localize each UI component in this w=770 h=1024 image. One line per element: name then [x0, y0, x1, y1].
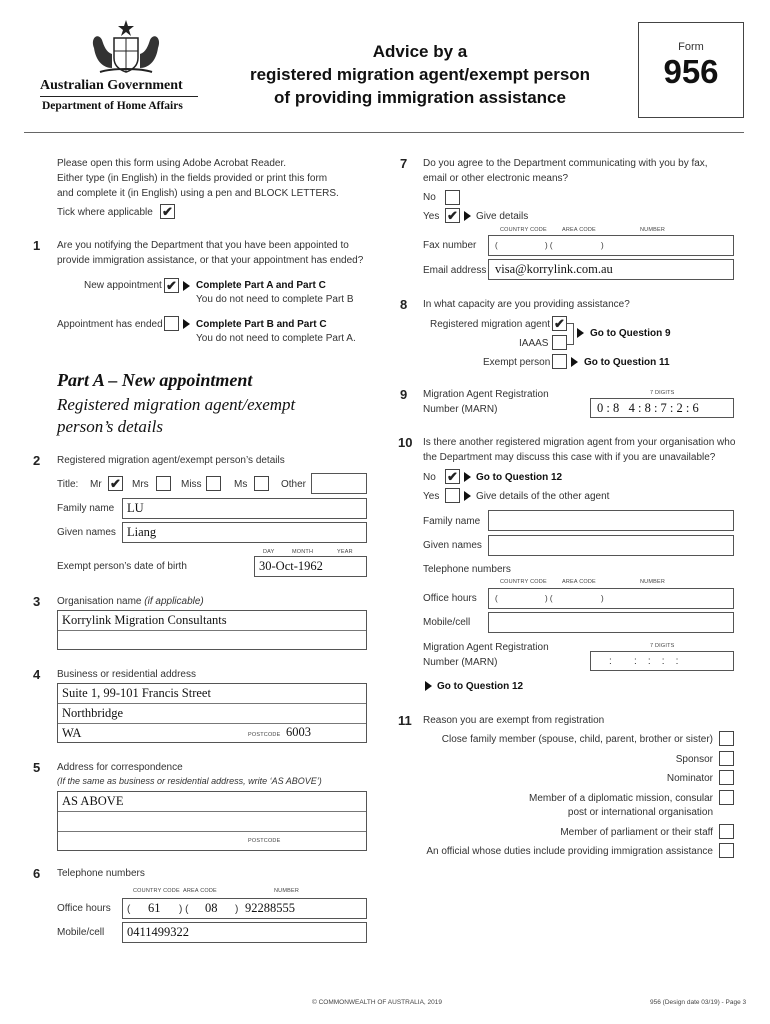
q10-text-2: the Department may discuss this case with if you are unavailable? [423, 452, 716, 463]
q11-number: 11 [398, 713, 412, 728]
iaaas-checkbox[interactable] [552, 335, 567, 350]
family-name-label: Family name [57, 503, 115, 514]
given-names-value: Liang [127, 525, 157, 539]
q10-yes-give: Give details of the other agent [476, 491, 610, 502]
exempt-reason-diplomatic-label-1: Member of a diplomatic mission, consular [529, 793, 713, 804]
organisation-divider [58, 630, 366, 631]
exempt-label: Exempt person [483, 357, 551, 368]
exempt-reason-nominator-checkbox[interactable] [719, 770, 734, 785]
exempt-reason-family-checkbox[interactable] [719, 731, 734, 746]
paren-close: ) [235, 904, 239, 915]
part-a-heading: Part A – New appointment [57, 370, 253, 390]
number-caption: NUMBER [274, 888, 300, 894]
q10-yes-checkbox[interactable] [445, 488, 460, 503]
intro-line-3: and complete it (in English) using a pen and BLOCK LETTERS. [57, 188, 339, 199]
intro-line-1: Please open this form using Adobe Acrobat Reader. [57, 158, 287, 169]
dob-value: 30-Oct-1962 [259, 559, 323, 573]
q9-text-1: Migration Agent Registration [423, 389, 549, 400]
goto-q9: Go to Question 9 [590, 328, 671, 339]
arrow-icon [183, 319, 190, 329]
new-appointment-action: Complete Part A and Part C [196, 280, 326, 291]
exempt-reason-family-label: Close family member (spouse, child, parent, brother or sister) [441, 734, 713, 745]
number-caption: NUMBER [640, 579, 666, 585]
title-ms-label: Ms [234, 479, 248, 490]
footer-copyright: © COMMONWEALTH OF AUSTRALIA, 2019 [312, 999, 442, 1006]
area-code-caption: AREA CODE [562, 227, 596, 233]
new-appointment-checkbox[interactable]: ✔ [164, 278, 179, 293]
q6-number: 6 [33, 866, 41, 881]
dob-year-caption: YEAR [337, 549, 353, 555]
office-hours-label: Office hours [57, 903, 111, 914]
other-family-label: Family name [423, 516, 481, 527]
paren-open: ( [127, 904, 131, 915]
organisation-value: Korrylink Migration Consultants [62, 613, 227, 627]
correspondence-line-1: AS ABOVE [62, 794, 124, 808]
other-given-label: Given names [423, 540, 482, 551]
mobile-input[interactable] [122, 922, 367, 943]
address-divider [58, 811, 366, 812]
country-code-caption: COUNTRY CODE [133, 888, 180, 894]
footer-page: 956 (Design date 03/19) - Page 3 [650, 999, 747, 1006]
title-line-2: registered migration agent/exempt person [249, 65, 591, 84]
other-given-input[interactable] [488, 535, 734, 556]
title-mr-checkbox[interactable]: ✔ [108, 476, 123, 491]
email-input[interactable] [488, 259, 734, 280]
other-tel-label: Telephone numbers [423, 564, 511, 575]
exempt-reason-official-checkbox[interactable] [719, 843, 734, 858]
email-value: visa@korrylink.com.au [495, 262, 613, 276]
q7-text-2: email or other electronic means? [423, 173, 569, 184]
title-miss-label: Miss [181, 479, 202, 490]
q10-number: 10 [398, 435, 413, 450]
q7-give-details: Give details [476, 211, 529, 222]
dob-input[interactable] [254, 556, 367, 577]
area-code-caption: AREA CODE [183, 888, 217, 894]
appointment-ended-note: You do not need to complete Part A. [196, 333, 356, 344]
paren-mid: ) ( [545, 594, 553, 603]
business-address-input[interactable] [57, 683, 367, 743]
goto-q11: Go to Question 11 [584, 357, 670, 368]
q7-yes-label: Yes [423, 211, 440, 222]
family-name-input[interactable] [122, 498, 367, 519]
other-mobile-label: Mobile/cell [423, 617, 471, 628]
other-office-label: Office hours [423, 593, 477, 604]
postcode-caption: POSTCODE [248, 732, 281, 738]
q2-number: 2 [33, 453, 41, 468]
exempt-checkbox[interactable] [552, 354, 567, 369]
other-marn-label-2: Number (MARN) [423, 657, 498, 668]
title-label: Title: [57, 479, 79, 490]
gov-rule [40, 96, 198, 97]
form-number-box [638, 22, 744, 118]
department-name: Department of Home Affairs [42, 100, 183, 112]
form-label: Form [678, 41, 704, 53]
title-miss-checkbox[interactable] [206, 476, 221, 491]
exempt-reason-nominator-label: Nominator [666, 773, 713, 784]
q2-text: Registered migration agent/exempt person’s details [57, 455, 285, 466]
q9-text-2: Number (MARN) [423, 404, 498, 415]
other-marn-label-1: Migration Agent Registration [423, 642, 549, 653]
exempt-reason-official-label: An official whose duties include providing immigration assistance [426, 846, 713, 857]
tick-example-checkbox: ✔ [160, 204, 175, 219]
postcode-caption: POSTCODE [248, 838, 281, 844]
q6-text: Telephone numbers [57, 868, 145, 879]
arrow-icon [464, 491, 471, 501]
area-code-caption: AREA CODE [562, 579, 596, 585]
marn-value: 0 : 8 4 : 8 : 7 : 2 : 6 [597, 401, 699, 415]
q10-goto-q12b: Go to Question 12 [437, 681, 524, 692]
paren-open: ( [495, 241, 498, 250]
q7-no-checkbox[interactable] [445, 190, 460, 205]
title-line-1: Advice by a [372, 42, 468, 61]
q11-text: Reason you are exempt from registration [423, 715, 605, 726]
exempt-reason-sponsor-checkbox[interactable] [719, 751, 734, 766]
q3-label-note: (if applicable) [144, 596, 204, 607]
given-names-label: Given names [57, 527, 116, 538]
exempt-reason-parliament-label: Member of parliament or their staff [560, 827, 713, 838]
given-names-input[interactable] [122, 522, 367, 543]
q9-number: 9 [400, 387, 408, 402]
q1-text-2: provide immigration assistance, or that your appointment has ended? [57, 255, 364, 266]
country-code-caption: COUNTRY CODE [500, 579, 547, 585]
other-marn-separators: : : : : : [609, 656, 679, 667]
postcode-value: 6003 [286, 725, 311, 739]
iaaas-label: IAAAS [519, 338, 549, 349]
appointment-ended-checkbox[interactable] [164, 316, 179, 331]
other-marn-digits: 7 DIGITS [650, 643, 675, 649]
q3-label: Organisation name [57, 596, 142, 607]
paren-mid: ) ( [179, 904, 189, 915]
address-divider [58, 703, 366, 704]
paren-close: ) [601, 241, 604, 250]
rma-checkbox[interactable]: ✔ [552, 316, 567, 331]
marn-input[interactable] [590, 398, 734, 418]
office-area-code: 08 [205, 901, 218, 915]
exempt-reason-diplomatic-label-2: post or international organisation [567, 807, 713, 818]
other-mobile-input[interactable] [488, 612, 734, 633]
email-label: Email address [423, 265, 487, 276]
q4-number: 4 [33, 667, 41, 682]
q7-yes-checkbox[interactable]: ✔ [445, 208, 460, 223]
part-a-sub-2: person’s details [57, 417, 163, 436]
arrow-icon [464, 211, 471, 221]
arrow-icon [577, 328, 584, 338]
fax-label: Fax number [423, 240, 477, 251]
address-divider [58, 831, 366, 832]
q10-goto-q12: Go to Question 12 [476, 472, 563, 483]
bracket-icon [567, 323, 574, 345]
mobile-label: Mobile/cell [57, 927, 105, 938]
q10-text-1: Is there another registered migration agent from your organisation who [423, 437, 736, 448]
q3-number: 3 [33, 594, 41, 609]
title-other-input[interactable] [311, 473, 367, 494]
address-line-1: Suite 1, 99-101 Francis Street [62, 686, 211, 700]
arrow-icon [425, 681, 432, 691]
arrow-icon [183, 281, 190, 291]
office-number: 92288555 [245, 901, 295, 915]
title-line-3: of providing immigration assistance [274, 88, 566, 107]
number-caption: NUMBER [640, 227, 666, 233]
office-phone-input[interactable] [122, 898, 367, 919]
q5-number: 5 [33, 760, 41, 775]
country-code-caption: COUNTRY CODE [500, 227, 547, 233]
other-family-input[interactable] [488, 510, 734, 531]
title-other-label: Other [281, 479, 307, 490]
form-title [200, 40, 640, 109]
paren-mid: ) ( [545, 241, 553, 250]
q1-number: 1 [33, 238, 41, 253]
paren-open: ( [495, 594, 498, 603]
organisation-input[interactable] [57, 610, 367, 650]
appointment-ended-label: Appointment has ended [57, 319, 163, 330]
title-ms-checkbox[interactable] [254, 476, 269, 491]
title-mrs-label: Mrs [132, 479, 149, 490]
q10-no-label: No [423, 472, 436, 483]
paren-close: ) [601, 594, 604, 603]
arrow-icon [464, 472, 471, 482]
q5-text: Address for correspondence [57, 762, 183, 773]
exempt-reason-sponsor-label: Sponsor [675, 754, 713, 765]
form-number: 956 [663, 53, 719, 90]
new-appointment-note: You do not need to complete Part B [196, 294, 354, 305]
q1-text-1: Are you notifying the Department that you have been appointed to [57, 240, 349, 251]
arrow-icon [571, 357, 578, 367]
q10-yes-label: Yes [423, 491, 440, 502]
dob-month-caption: MONTH [292, 549, 314, 555]
dob-day-caption: DAY [263, 549, 275, 555]
address-line-2: Northbridge [62, 706, 124, 720]
office-country-code: 61 [148, 901, 161, 915]
q7-number: 7 [400, 156, 408, 171]
dob-label: Exempt person’s date of birth [57, 561, 187, 572]
fax-input[interactable] [488, 235, 734, 256]
tick-label: Tick where applicable [57, 207, 153, 218]
rma-label: Registered migration agent [430, 319, 551, 330]
title-mr-label: Mr [90, 479, 102, 490]
gov-name: Australian Government [40, 78, 183, 93]
address-divider [58, 723, 366, 724]
family-name-value: LU [127, 501, 144, 515]
q8-text: In what capacity are you providing assistance? [423, 299, 630, 310]
new-appointment-label: New appointment [84, 280, 162, 291]
q8-number: 8 [400, 297, 408, 312]
title-mrs-checkbox[interactable] [156, 476, 171, 491]
other-office-input[interactable] [488, 588, 734, 609]
q5-note: (If the same as business or residential address, write ‘AS ABOVE’) [57, 776, 322, 786]
address-line-3: WA [62, 726, 82, 740]
q3-text [57, 596, 204, 607]
exempt-reason-parliament-checkbox[interactable] [719, 824, 734, 839]
q10-no-checkbox[interactable]: ✔ [445, 469, 460, 484]
coat-of-arms-icon [86, 18, 166, 78]
marn-digits-caption: 7 DIGITS [650, 390, 675, 396]
correspondence-address-input[interactable] [57, 791, 367, 851]
q7-no-label: No [423, 192, 436, 203]
q4-text: Business or residential address [57, 669, 196, 680]
exempt-reason-diplomatic-checkbox[interactable] [719, 790, 734, 805]
intro-line-2: Either type (in English) in the fields provided or print this form [57, 173, 328, 184]
mobile-value: 0411499322 [127, 925, 190, 939]
header-rule [24, 132, 744, 133]
q7-text-1: Do you agree to the Department communicating with you by fax, [423, 158, 708, 169]
part-a-sub-1: Registered migration agent/exempt [57, 395, 296, 414]
other-marn-input[interactable] [590, 651, 734, 671]
appointment-ended-action: Complete Part B and Part C [196, 319, 327, 330]
